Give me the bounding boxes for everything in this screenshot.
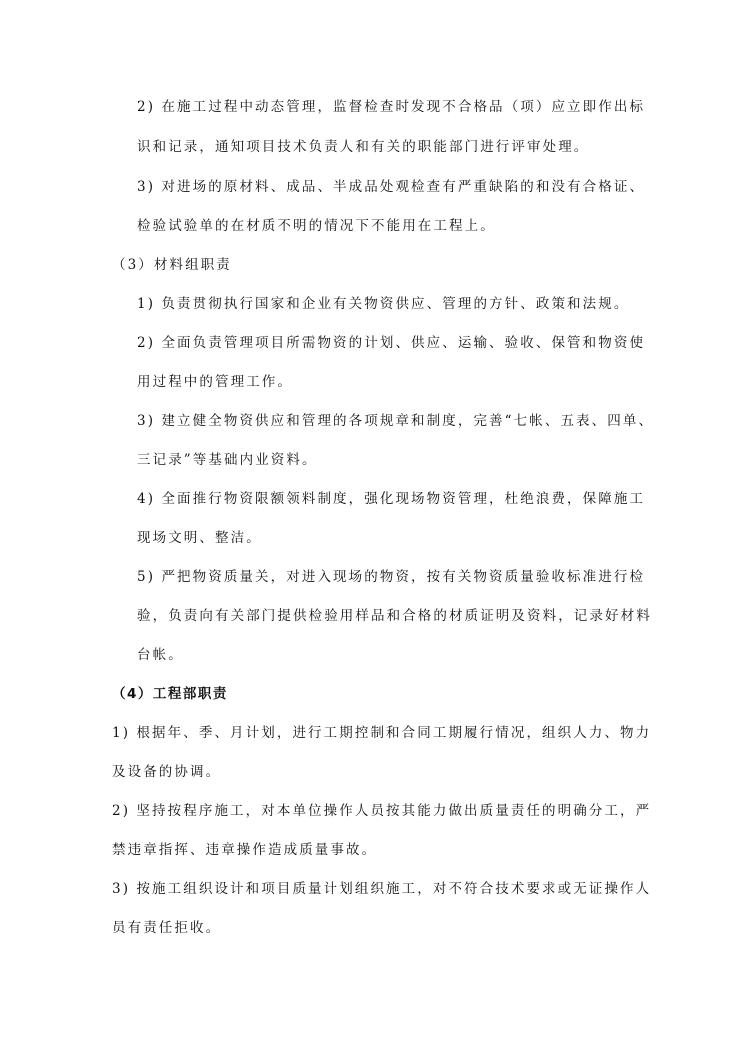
material-item-4-line-2: 现场文明、整洁。	[137, 530, 262, 546]
material-item-2-line-1: 2) 全面负责管理项目所需物资的计划、供应、运输、验收、保管和物资使	[137, 335, 646, 351]
item-3-line-1: 3) 对进场的原材料、成品、半成品处观检查有严重缺陷的和没有合格证、	[137, 179, 646, 195]
engineering-item-2-line-2: 禁违章指挥、违章操作造成质量事故。	[112, 842, 378, 858]
material-item-5-line-1: 5) 严把物资质量关，对进入现场的物资，按有关物资质量验收标准进行检	[137, 569, 646, 585]
material-item-4-line-1: 4) 全面推行物资限额领料制度，强化现场物资管理，杜绝浪费，保障施工	[137, 491, 646, 507]
engineering-item-3-line-2: 员有责任拒收。	[112, 920, 222, 936]
material-item-3-line-2: 三记录”等基础内业资料。	[137, 452, 318, 468]
engineering-item-1-line-1: 1) 根据年、季、月计划，进行工期控制和合同工期履行情况，组织人力、物力	[112, 725, 652, 741]
engineering-item-1-line-2: 及设备的协调。	[112, 764, 222, 780]
engineering-item-3-line-1: 3) 按施工组织设计和项目质量计划组织施工，对不符合技术要求或无证操作人	[112, 881, 652, 897]
item-2-line-2: 识和记录，通知项目技术负责人和有关的职能部门进行评审处理。	[137, 139, 590, 155]
material-item-1: 1) 负责贯彻执行国家和企业有关物资供应、管理的方针、政策和法规。	[137, 296, 630, 312]
section-3-heading: （3）材料组职责	[112, 257, 232, 273]
material-item-2-line-2: 用过程中的管理工作。	[137, 374, 293, 390]
item-3-line-2: 检验试验单的在材质不明的情况下不能用在工程上。	[137, 218, 496, 234]
item-2-line-1: 2) 在施工过程中动态管理，监督检查时发现不合格品（项）应立即作出标	[137, 99, 646, 115]
material-item-5-line-2: 验，负责向有关部门提供检验用样品和合格的材质证明及资料，记录好材料	[137, 608, 652, 624]
engineering-item-2-line-1: 2) 坚持按程序施工，对本单位操作人员按其能力做出质量责任的明确分工，严	[112, 803, 652, 819]
section-4-heading: （4）工程部职责	[112, 686, 228, 702]
material-item-3-line-1: 3) 建立健全物资供应和管理的各项规章和制度，完善“七帐、五表、四单、	[137, 413, 655, 429]
material-item-5-line-3: 台帐。	[137, 647, 184, 663]
